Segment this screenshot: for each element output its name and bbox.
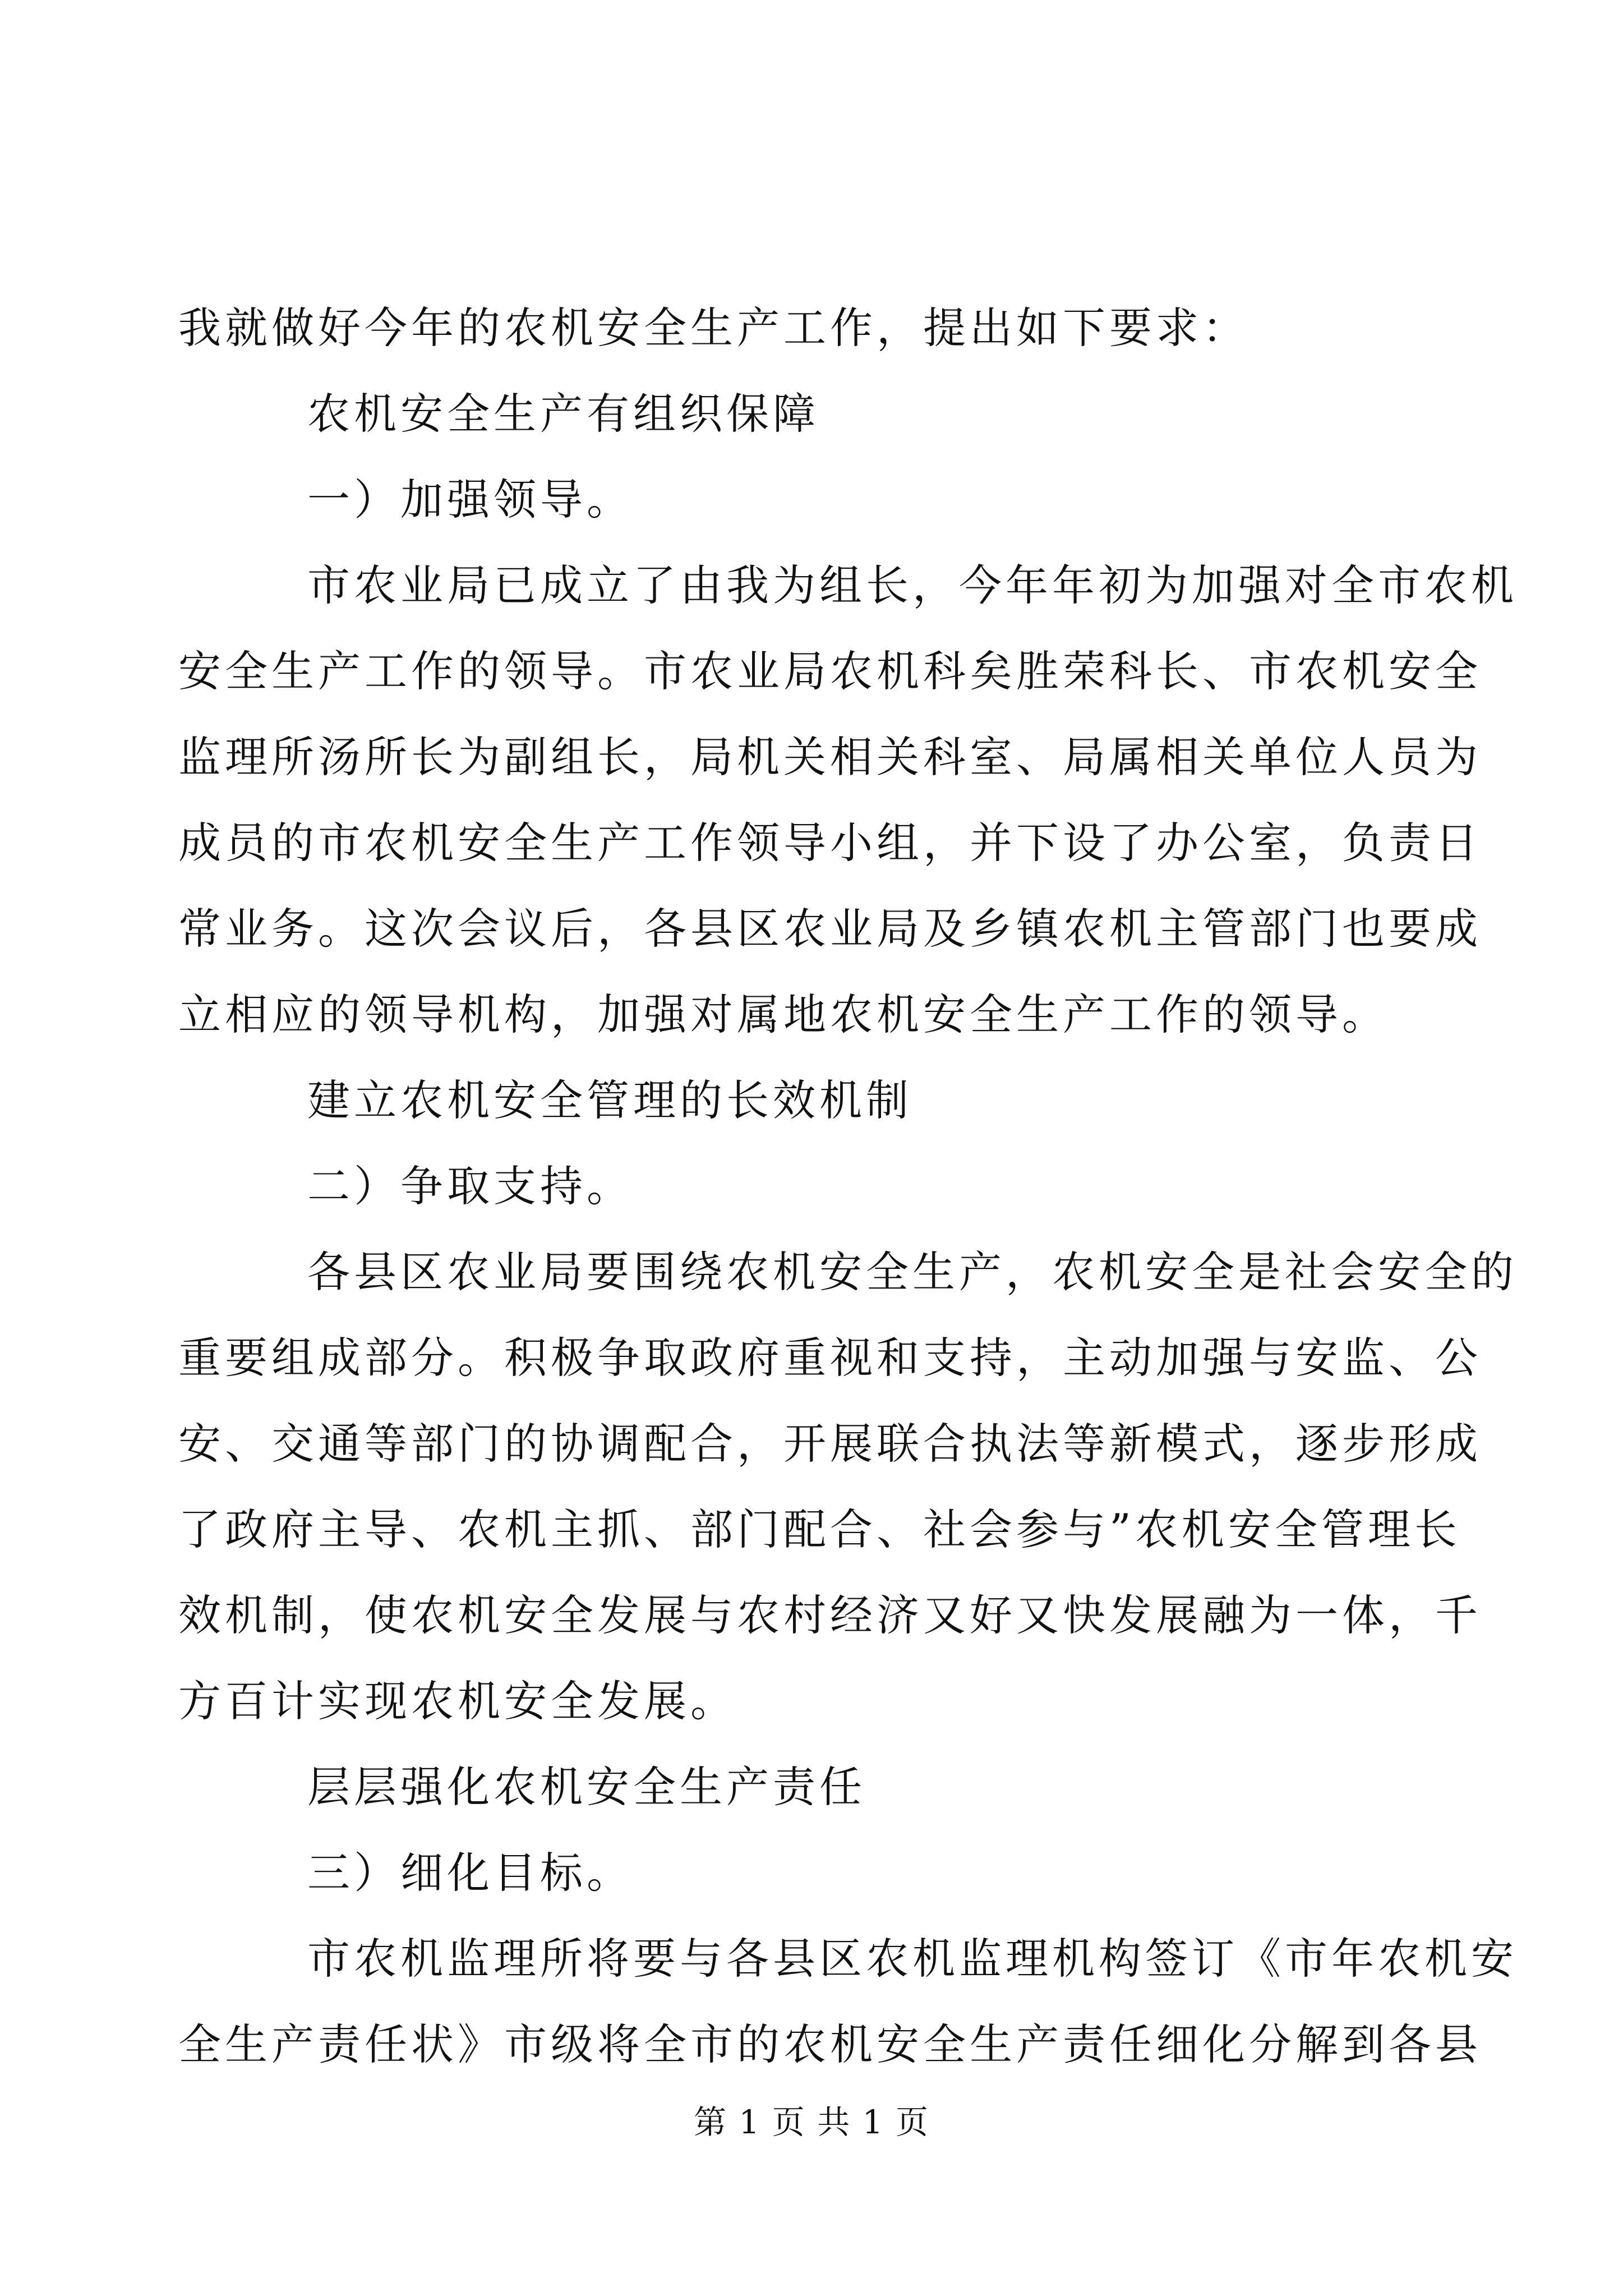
text-line: 了政府主导、农机主抓、部门配合、社会参与”农机安全管理长 bbox=[178, 1504, 1461, 1554]
text-line: 重要组成部分。积极争取政府重视和支持，主动加强与安监、公 bbox=[178, 1333, 1482, 1383]
text-line: 我就做好今年的农机安全生产工作，提出如下要求： bbox=[178, 303, 1249, 353]
text-line: 全生产责任状》市级将全市的农机安全生产责任细化分解到各县 bbox=[178, 2019, 1482, 2069]
text-line: 市农机监理所将要与各县区农机监理机构签订《市年农机安 bbox=[307, 1934, 1518, 1984]
subsection-heading: 一）加强领导。 bbox=[307, 475, 633, 524]
subsection-heading: 二）争取支持。 bbox=[307, 1161, 633, 1211]
section-heading: 建立农机安全管理的长效机制 bbox=[307, 1075, 912, 1125]
text-line: 常业务。这次会议后，各县区农业局及乡镇农机主管部门也要成 bbox=[178, 904, 1482, 954]
text-line: 监理所汤所长为副组长，局机关相关科室、局属相关单位人员为 bbox=[178, 732, 1482, 782]
text-line: 方百计实现农机安全发展。 bbox=[178, 1676, 737, 1726]
text-line: 成员的市农机安全生产工作领导小组，并下设了办公室，负责日 bbox=[178, 818, 1482, 868]
subsection-heading: 三）细化目标。 bbox=[307, 1848, 633, 1898]
text-line: 立相应的领导机构，加强对属地农机安全生产工作的领导。 bbox=[178, 990, 1389, 1039]
text-line: 安、交通等部门的协调配合，开展联合执法等新模式，逐步形成 bbox=[178, 1419, 1482, 1469]
text-line: 市农业局已成立了由我为组长，今年年初为加强对全市农机 bbox=[307, 560, 1518, 610]
section-heading: 农机安全生产有组织保障 bbox=[307, 389, 819, 439]
text-line: 安全生产工作的领导。市农业局农机科矣胜荣科长、市农机安全 bbox=[178, 646, 1482, 696]
section-heading: 层层强化农机安全生产责任 bbox=[307, 1762, 866, 1812]
page-footer: 第 1 页 共 1 页 bbox=[694, 2103, 929, 2141]
text-line: 效机制，使农机安全发展与农村经济又好又快发展融为一体，千 bbox=[178, 1590, 1482, 1640]
text-line: 各县区农业局要围绕农机安全生产，农机安全是社会安全的 bbox=[307, 1247, 1518, 1297]
